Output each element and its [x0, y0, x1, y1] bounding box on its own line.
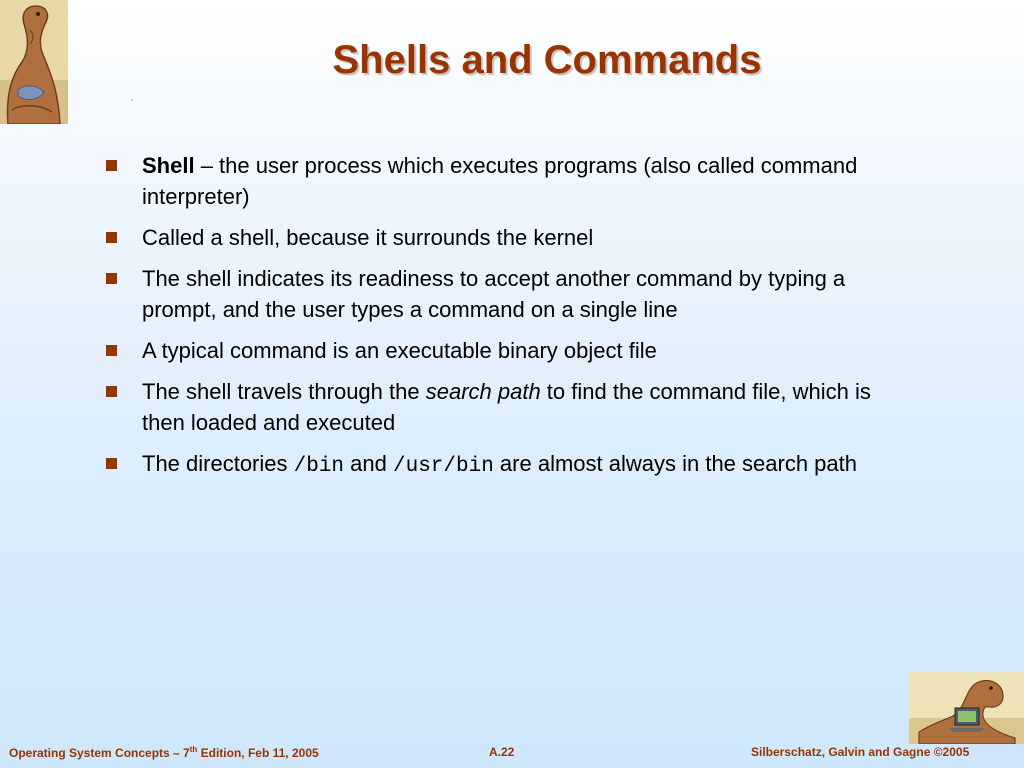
emphasis-search-path: search path: [425, 379, 541, 404]
code-bin: /bin: [293, 455, 345, 478]
bullet-text: Called a shell, because it surrounds the kernel: [142, 225, 594, 250]
bullet-text: – the user process which executes programs (also called command interpreter): [142, 153, 858, 209]
bullet-item: [104, 376, 904, 438]
bullet-square-icon: [106, 386, 117, 397]
dinosaur-with-laptop-icon: [909, 672, 1024, 744]
bullet-item: [104, 335, 904, 366]
footer-authors: Silberschatz, Galvin and Gagne ©2005: [751, 745, 970, 759]
bullet-square-icon: [106, 232, 117, 243]
bullet-square-icon: [106, 345, 117, 356]
bullet-item: [104, 263, 904, 325]
bullet-item: [104, 150, 904, 212]
bullet-square-icon: [106, 273, 117, 284]
bullet-text: The shell travels through the: [142, 379, 426, 404]
bullet-list: [104, 150, 904, 492]
bullet-text: are almost always in the search path: [493, 451, 857, 476]
slide-title: Shells and Commands: [332, 38, 762, 82]
term-shell: Shell: [142, 153, 195, 178]
bullet-item: [104, 448, 904, 482]
bullet-text: A typical command is an executable binary object file: [142, 338, 657, 363]
bullet-item: [104, 222, 904, 253]
bullet-square-icon: [106, 458, 117, 469]
footer-title-part: Operating System Concepts – 7: [9, 746, 190, 760]
footer-page-number: A.22: [489, 745, 515, 759]
footer-title-sup: th: [189, 745, 198, 754]
code-usr-bin: /usr/bin: [392, 455, 494, 478]
decorative-dot: [131, 99, 133, 101]
bullet-square-icon: [106, 160, 117, 171]
bullet-text: The directories: [142, 451, 294, 476]
footer-book-title: [9, 745, 319, 760]
bullet-text: and: [344, 451, 393, 476]
bullet-text: The shell indicates its readiness to accept another command by typing a prompt, and the user types a command on a single line: [142, 266, 846, 322]
bullet-text: to find the command file, which is then loaded and executed: [142, 379, 871, 435]
footer-title-part: Edition, Feb 11, 2005: [197, 746, 319, 760]
